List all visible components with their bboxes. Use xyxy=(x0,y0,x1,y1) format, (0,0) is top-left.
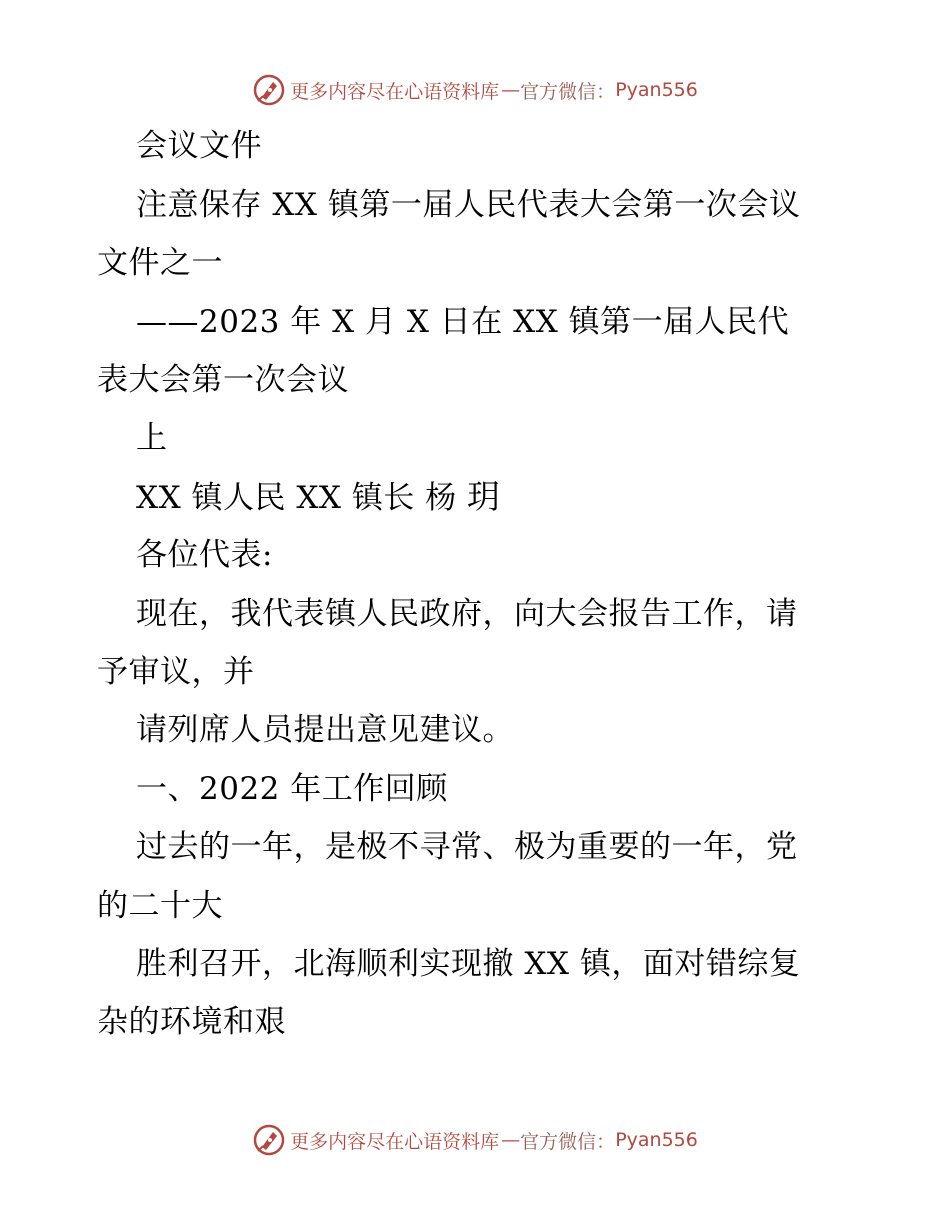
doc-line: 胜利召开，北海顺利实现撤 XX 镇，面对错综复 xyxy=(136,946,801,982)
author-line xyxy=(136,477,501,517)
author-name-char: 玥 xyxy=(467,477,501,516)
doc-line: 会议文件 xyxy=(136,128,262,164)
doc-line: 请列席人员提出意见建议。 xyxy=(136,712,514,748)
watermark-wechat-label: 官方微信： xyxy=(520,1130,616,1153)
footer-watermark xyxy=(0,1120,950,1160)
section-heading: 一、2022 年工作回顾 xyxy=(136,771,448,807)
watermark-wechat-id: Pyan556 xyxy=(615,1129,698,1151)
watermark-text: 更多内容尽在心语资料库 xyxy=(290,80,500,103)
author-prefix: XX 镇人民 XX 镇长 杨 xyxy=(136,480,468,516)
watermark-wechat-id: Pyan556 xyxy=(615,79,698,101)
pen-nib-logo-icon xyxy=(252,1123,286,1157)
doc-line: 上 xyxy=(136,420,168,456)
doc-line: 各位代表: xyxy=(136,537,273,573)
watermark-text: 更多内容尽在心语资料库 xyxy=(290,1130,500,1153)
doc-line: ——2023 年 X 月 X 日在 XX 镇第一届人民代 xyxy=(136,304,790,340)
doc-line: 予审议，并 xyxy=(97,654,255,690)
watermark-dash: — xyxy=(501,79,519,101)
doc-line: 杂的环境和艰 xyxy=(97,1004,286,1040)
doc-line: 文件之一 xyxy=(97,245,223,281)
doc-line: 现在，我代表镇人民政府，向大会报告工作，请 xyxy=(136,596,798,632)
watermark-wechat-label: 官方微信： xyxy=(520,80,616,103)
doc-line: 的二十大 xyxy=(97,888,223,924)
doc-line: 过去的一年，是极不寻常、极为重要的一年，党 xyxy=(136,829,798,865)
doc-line: 注意保存 XX 镇第一届人民代表大会第一次会议 xyxy=(136,187,801,223)
doc-line: 表大会第一次会议 xyxy=(97,362,349,398)
watermark-dash: — xyxy=(501,1129,519,1151)
